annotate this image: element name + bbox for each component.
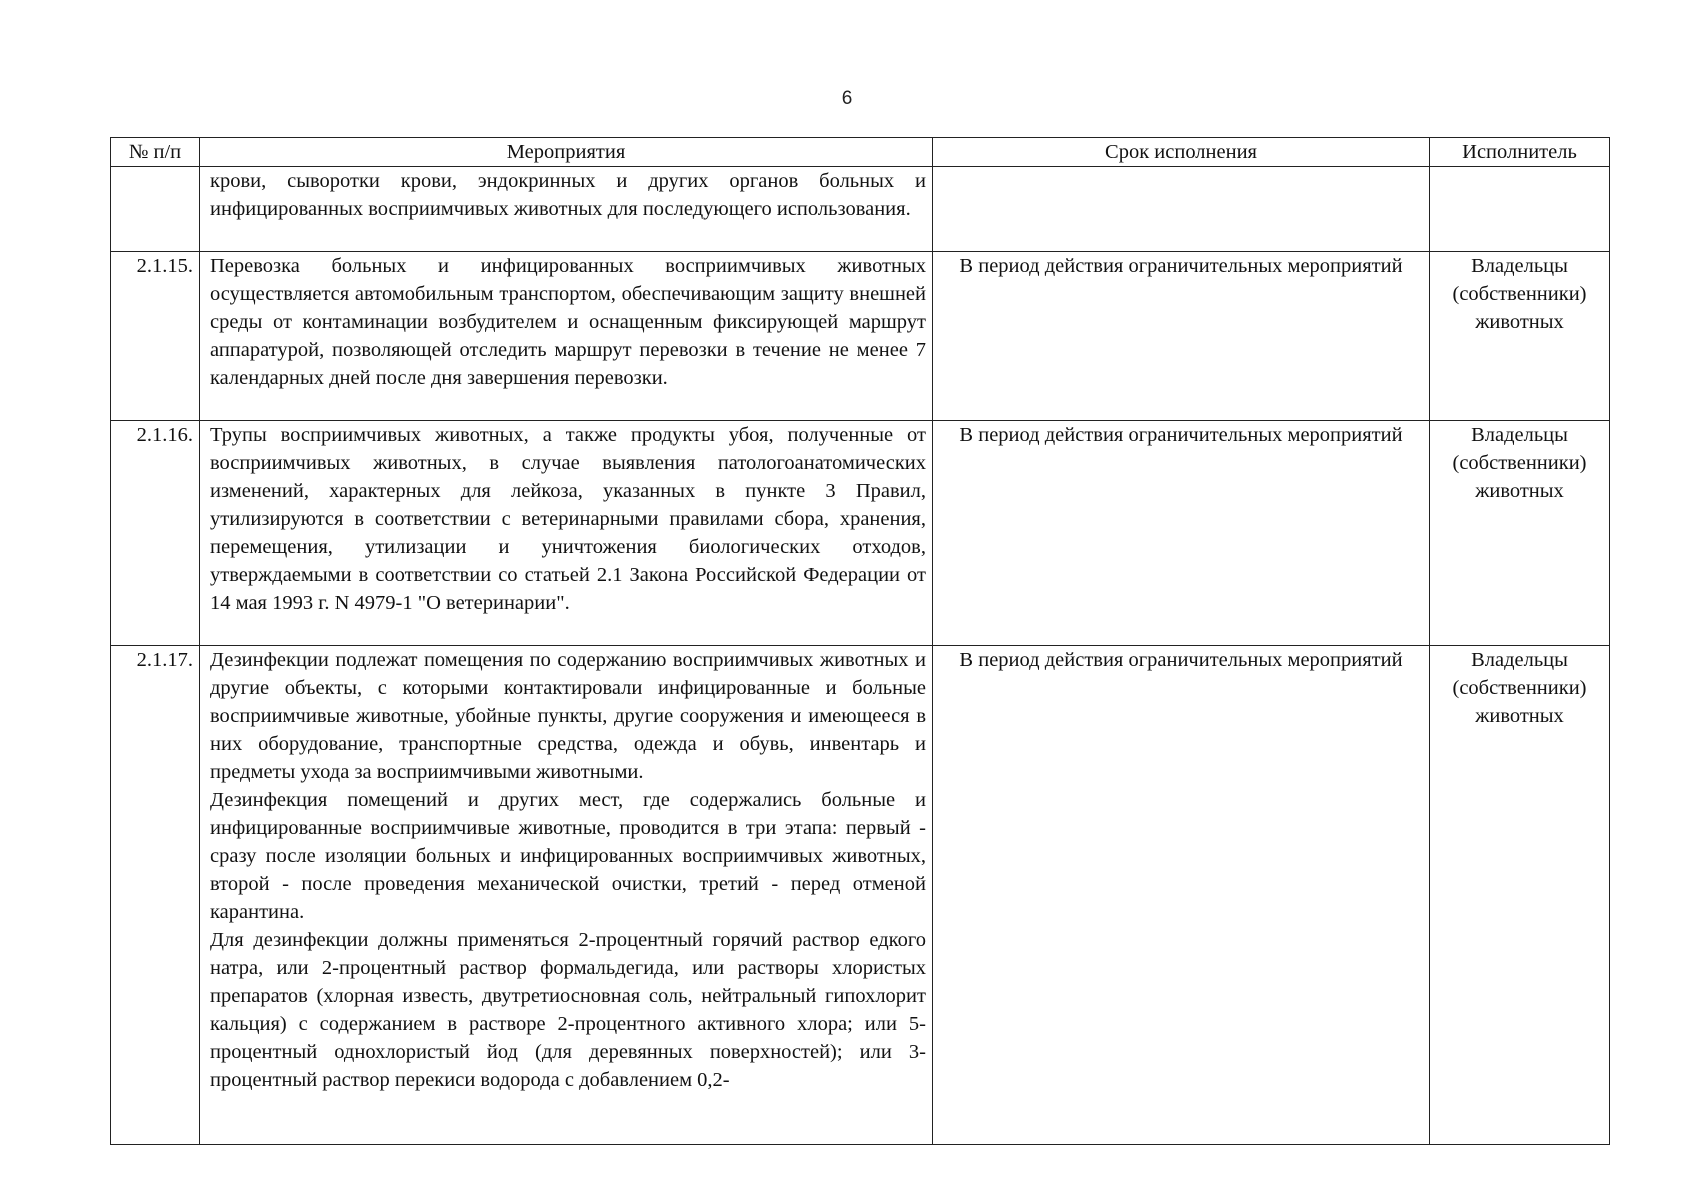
measures-table [110, 137, 1610, 1145]
header-number: № п/п [111, 138, 200, 167]
table-row [111, 421, 1610, 646]
row-term: В период действия ограничительных мероприятий [933, 252, 1430, 421]
activity-paragraph: крови, сыворотки крови, эндокринных и других органов больных и инфицированных восприимчивых животных для последующего использования. [210, 170, 926, 220]
row-executor: Владельцы (собственники) животных [1430, 421, 1610, 646]
row-term: В период действия ограничительных мероприятий [933, 421, 1430, 646]
header-activity: Мероприятия [200, 138, 933, 167]
activity-paragraph: Для дезинфекции должны применяться 2-процентный горячий раствор едкого натра, или 2-процентный раствор формальдегида, или растворы хлористых препаратов (хлорная известь, двутретиосновная соль, нейтральный гипохлорит кальция) с содержанием в растворе 2-процентного активного хлора; или 5-процентный однохлористый йод (для деревянных поверхностей); или 3-процентный раствор перекиси водорода с добавлением 0,2- [210, 929, 926, 1091]
row-number: 2.1.15. [111, 252, 200, 421]
table-row [111, 646, 1610, 1145]
table-header-row [111, 138, 1610, 167]
activity-paragraph: Дезинфекции подлежат помещения по содержанию восприимчивых животных и другие объекты, с которыми контактировали инфицированные и больные восприимчивые животные, убойные пункты, другие сооружения и имеющееся в них оборудование, транспортные средства, одежда и обувь, инвентарь и предметы ухода за восприимчивыми животными. [210, 649, 926, 783]
table-row [111, 167, 1610, 252]
header-executor: Исполнитель [1430, 138, 1610, 167]
row-executor: Владельцы (собственники) животных [1430, 646, 1610, 1145]
page-number: 6 [841, 88, 853, 109]
row-term [933, 167, 1430, 252]
activity-paragraph: Перевозка больных и инфицированных восприимчивых животных осуществляется автомобильным транспортом, обеспечивающим защиту внешней среды от контаминации возбудителем и оснащенным фиксирующей маршрут аппаратурой, позволяющей отследить маршрут перевозки в течение не менее 7 календарных дней после дня завершения перевозки. [210, 255, 926, 389]
row-activity [200, 252, 933, 421]
activity-paragraph: Трупы восприимчивых животных, а также продукты убоя, полученные от восприимчивых животных, в случае выявления патологоанатомических изменений, характерных для лейкоза, указанных в пункте 3 Правил, утилизируются в соответствии с ветеринарными правилами сбора, хранения, перемещения, утилизации и уничтожения биологических отходов, утверждаемыми в соответствии со статьей 2.1 Закона Российской Федерации от 14 мая 1993 г. N 4979-1 "О ветеринарии". [210, 424, 926, 614]
row-activity [200, 646, 933, 1145]
row-activity [200, 421, 933, 646]
row-number [111, 167, 200, 252]
row-executor: Владельцы (собственники) животных [1430, 252, 1610, 421]
header-term: Срок исполнения [933, 138, 1430, 167]
row-number: 2.1.17. [111, 646, 200, 1145]
row-activity [200, 167, 933, 252]
table-row [111, 252, 1610, 421]
row-term: В период действия ограничительных мероприятий [933, 646, 1430, 1145]
row-executor [1430, 167, 1610, 252]
row-number: 2.1.16. [111, 421, 200, 646]
activity-paragraph: Дезинфекция помещений и других мест, где содержались больные и инфицированные восприимчивые животные, проводится в три этапа: первый - сразу после изоляции больных и инфицированных восприимчивых животных, второй - после проведения механической очистки, третий - перед отменой карантина. [210, 789, 926, 923]
